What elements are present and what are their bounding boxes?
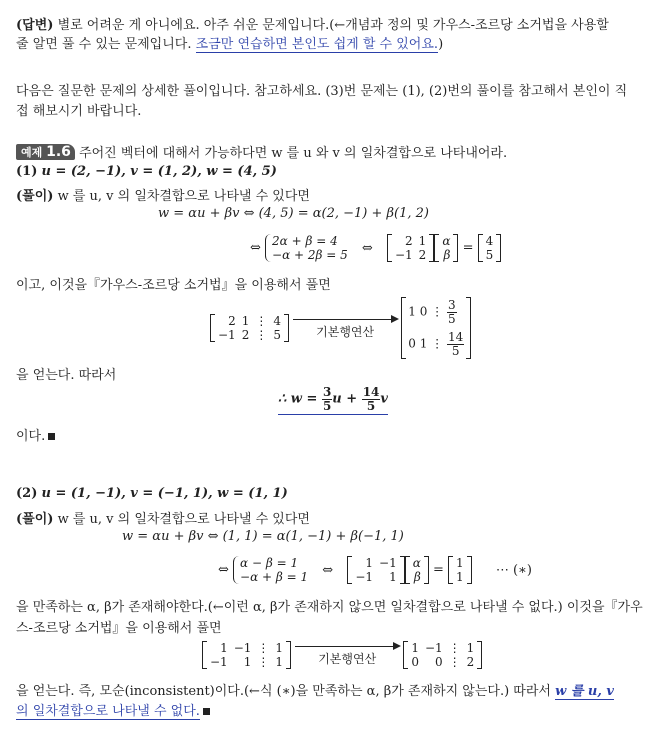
problem1-sol-text: w 를 u, v 의 일차결합으로 나타낼 수 있다면: [57, 189, 310, 204]
matrix-cell: ⋮: [448, 655, 461, 669]
matrix-cell: −1: [233, 641, 252, 655]
problem1-label: (1): [16, 164, 38, 179]
equals-sign: =: [462, 240, 474, 256]
sys-row: −α + β = 1: [240, 570, 309, 584]
rref-fraction: [447, 299, 457, 325]
problem2-sol-tag: (풀이): [16, 512, 54, 527]
matrix-cell: −1: [355, 570, 374, 584]
sys-row: −α + 2β = 5: [272, 248, 348, 262]
problem2-augmented-matrix: [202, 641, 291, 669]
frac-num: 14: [362, 385, 380, 399]
problem2-equation: w = αu + βv ⇔ (1, 1) = α(1, −1) + β(−1, 1): [122, 529, 404, 544]
matrix-cell: −1: [210, 655, 228, 669]
intro-line-1: [16, 14, 609, 33]
matrix-cell: 1: [389, 570, 397, 584]
problem2-concl-line-2: [16, 700, 210, 719]
iff-symbol: ⇔: [322, 562, 334, 578]
matrix-cell: 0: [435, 655, 443, 669]
matrix-cell: −1: [424, 641, 443, 655]
intro-line-3: 다음은 질문한 문제의 상세한 풀이입니다. 참고하세요. (3)번 문제는 (1), (2)번의 풀이를 참고해서 본인이 직: [16, 84, 628, 99]
result-mid: u +: [332, 391, 358, 407]
problem1-augmented-matrix: [210, 314, 289, 342]
intro-paren: ): [438, 37, 444, 52]
matrix-cell: −1: [218, 328, 236, 343]
matrix-cell: α: [442, 234, 451, 248]
matrix-cell: ⋮: [255, 314, 268, 329]
end-square-icon: [203, 708, 210, 715]
matrix-cell: ⋮: [448, 641, 461, 655]
arrow-label: 기본행연산: [316, 325, 375, 340]
row-operation-arrow: [293, 313, 397, 343]
problem2-vectors: u = (1, −1), v = (−1, 1), w = (1, 1): [41, 486, 288, 501]
problem1-reduction: [210, 297, 471, 359]
frac-den: 5: [448, 311, 456, 326]
matrix-cell: 1: [418, 234, 427, 248]
matrix-cell: −1: [394, 248, 413, 262]
result-coeff-1: [322, 386, 332, 412]
sys-row: 2α + β = 4: [272, 234, 338, 248]
sys-row: α − β = 1: [240, 556, 299, 570]
matrix-cell: α: [412, 556, 421, 570]
problem2-vectors-line: [16, 486, 288, 501]
matrix-cell: 2: [228, 314, 236, 329]
problem2-unknown-vector: [405, 556, 429, 584]
matrix-cell: 2: [418, 248, 427, 262]
matrix-cell: 1: [275, 641, 284, 655]
matrix-cell: ⋮: [255, 328, 268, 343]
conclusion-link-2[interactable]: 의 일차결합으로 나타낼 수 없다.: [16, 704, 200, 719]
matrix-cell: 2: [405, 234, 413, 248]
matrix-cell: 1: [411, 641, 419, 655]
problem1-result: [278, 386, 388, 415]
problem1-vectors: u = (2, −1), v = (1, 2), w = (4, 5): [41, 164, 277, 179]
problem2-sol-text: w 를 u, v 의 일차결합으로 나타낼 수 있다면: [57, 512, 310, 527]
rref-lead: 1 0 ⋮: [408, 304, 444, 319]
matrix-cell: ⋮: [257, 641, 270, 655]
end-text: 이다.: [16, 429, 46, 444]
result-coeff-2: [362, 386, 381, 412]
frac-den: 5: [366, 398, 376, 413]
problem1-equation: w = αu + βv ⇔ (4, 5) = α(2, −1) + β(1, 2): [158, 206, 429, 221]
problem2-rhs-vector: [448, 556, 472, 584]
conclusion-link-1[interactable]: w 를 u, v: [555, 684, 614, 699]
matrix-cell: 1: [456, 556, 464, 570]
matrix-cell: 1: [275, 655, 284, 669]
conclusion-text: 을 얻는다. 즉, 모순(inconsistent)이다.(←식 (∗)을 만족하는 α, β가 존재하지 않는다.) 따라서: [16, 684, 551, 699]
problem1-system-line: [250, 234, 501, 262]
problem2-system: [233, 556, 308, 584]
problem1-coeff-matrix: [387, 234, 434, 262]
problem1-gauss-text: 이고, 이것을『가우스-조르당 소거법』을 이용해서 풀면: [16, 278, 331, 293]
intro-line-2: [16, 33, 443, 52]
matrix-cell: 4: [485, 234, 494, 248]
frac-den: 5: [451, 343, 460, 358]
matrix-cell: 1: [220, 641, 228, 655]
matrix-cell: ⋮: [257, 655, 270, 669]
frac-num: 14: [448, 330, 464, 345]
problem2-rref-matrix: [403, 641, 482, 669]
problem1-end: [16, 425, 55, 444]
example-prompt: 주어진 벡터에 대해서 가능하다면 w 를 u 와 v 의 일차결합으로 나타내어라.: [79, 146, 508, 161]
problem1-rhs-vector: [478, 234, 502, 262]
frac-num: 3: [322, 385, 332, 399]
problem1-system: [265, 234, 348, 262]
problem1-unknown-vector: [434, 234, 458, 262]
iff-symbol: ⇔: [218, 562, 229, 578]
matrix-cell: 5: [485, 248, 494, 262]
arrow-label: 기본행연산: [318, 652, 377, 666]
intro-text-2: 줄 알면 풀 수 있는 문제입니다.: [16, 37, 192, 52]
matrix-cell: 5: [273, 328, 281, 343]
matrix-cell: 1: [466, 641, 475, 655]
example-badge: [16, 144, 75, 160]
problem2-system-line: [218, 556, 532, 584]
matrix-cell: 2: [241, 328, 250, 343]
rref-lead: 0 1 ⋮: [408, 336, 444, 351]
intro-text-1: 별로 어려운 게 아니에요. 아주 쉬운 문제입니다.(←개념과 정의 및 가우스-조르당 소거법을 사용할: [57, 18, 609, 33]
matrix-cell: 0: [411, 655, 419, 669]
intro-line-4: 접 해보시기 바랍니다.: [16, 104, 142, 119]
matrix-cell: 2: [466, 655, 475, 669]
star-equation-tag: ⋯ (∗): [495, 562, 532, 578]
problem1-get-text: 을 얻는다. 따라서: [16, 368, 117, 383]
problem2-cond-line-2: 스-조르당 소거법』을 이용해서 풀면: [16, 621, 222, 636]
iff-symbol: ⇔: [361, 240, 373, 256]
matrix-cell: β: [413, 570, 421, 584]
frac-den: 5: [322, 398, 332, 413]
problem1-vectors-line: [16, 164, 277, 179]
encouragement-link[interactable]: 조금만 연습하면 본인도 쉽게 할 수 있어요.: [195, 37, 439, 52]
matrix-cell: β: [443, 248, 451, 262]
problem1-solution-line: [16, 185, 310, 204]
matrix-cell: 1: [241, 314, 250, 329]
row-operation-arrow: [295, 640, 399, 670]
matrix-cell: 1: [243, 655, 252, 669]
rref-fraction: [447, 331, 464, 357]
problem1-sol-tag: (풀이): [16, 189, 54, 204]
problem2-solution-line: [16, 508, 310, 527]
problem2-concl-line-1: [16, 680, 614, 699]
badge-number: 1.6: [46, 144, 71, 160]
equals-sign: =: [433, 562, 444, 578]
matrix-cell: 1: [456, 570, 464, 584]
matrix-cell: 1: [365, 556, 374, 570]
answer-tag: (답변): [16, 18, 54, 33]
end-square-icon: [48, 433, 55, 440]
problem2-coeff-matrix: [347, 556, 404, 584]
problem2-label: (2): [16, 486, 38, 501]
problem2-reduction: [202, 640, 482, 670]
matrix-cell: 4: [273, 314, 281, 329]
matrix-cell: −1: [379, 556, 397, 570]
badge-text: 예제: [21, 146, 43, 159]
problem2-cond-line-1: 을 만족하는 α, β가 존재해야한다.(←이런 α, β가 존재하지 않으면 일차결합으로 나타낼 수 없다.) 이것을『가우: [16, 600, 643, 615]
problem1-rref-matrix: [401, 297, 471, 359]
iff-symbol: ⇔: [250, 240, 261, 256]
example-heading: [16, 142, 507, 161]
frac-num: 3: [448, 298, 456, 312]
result-end: v: [380, 391, 388, 407]
result-prefix: ∴ w =: [278, 391, 318, 407]
